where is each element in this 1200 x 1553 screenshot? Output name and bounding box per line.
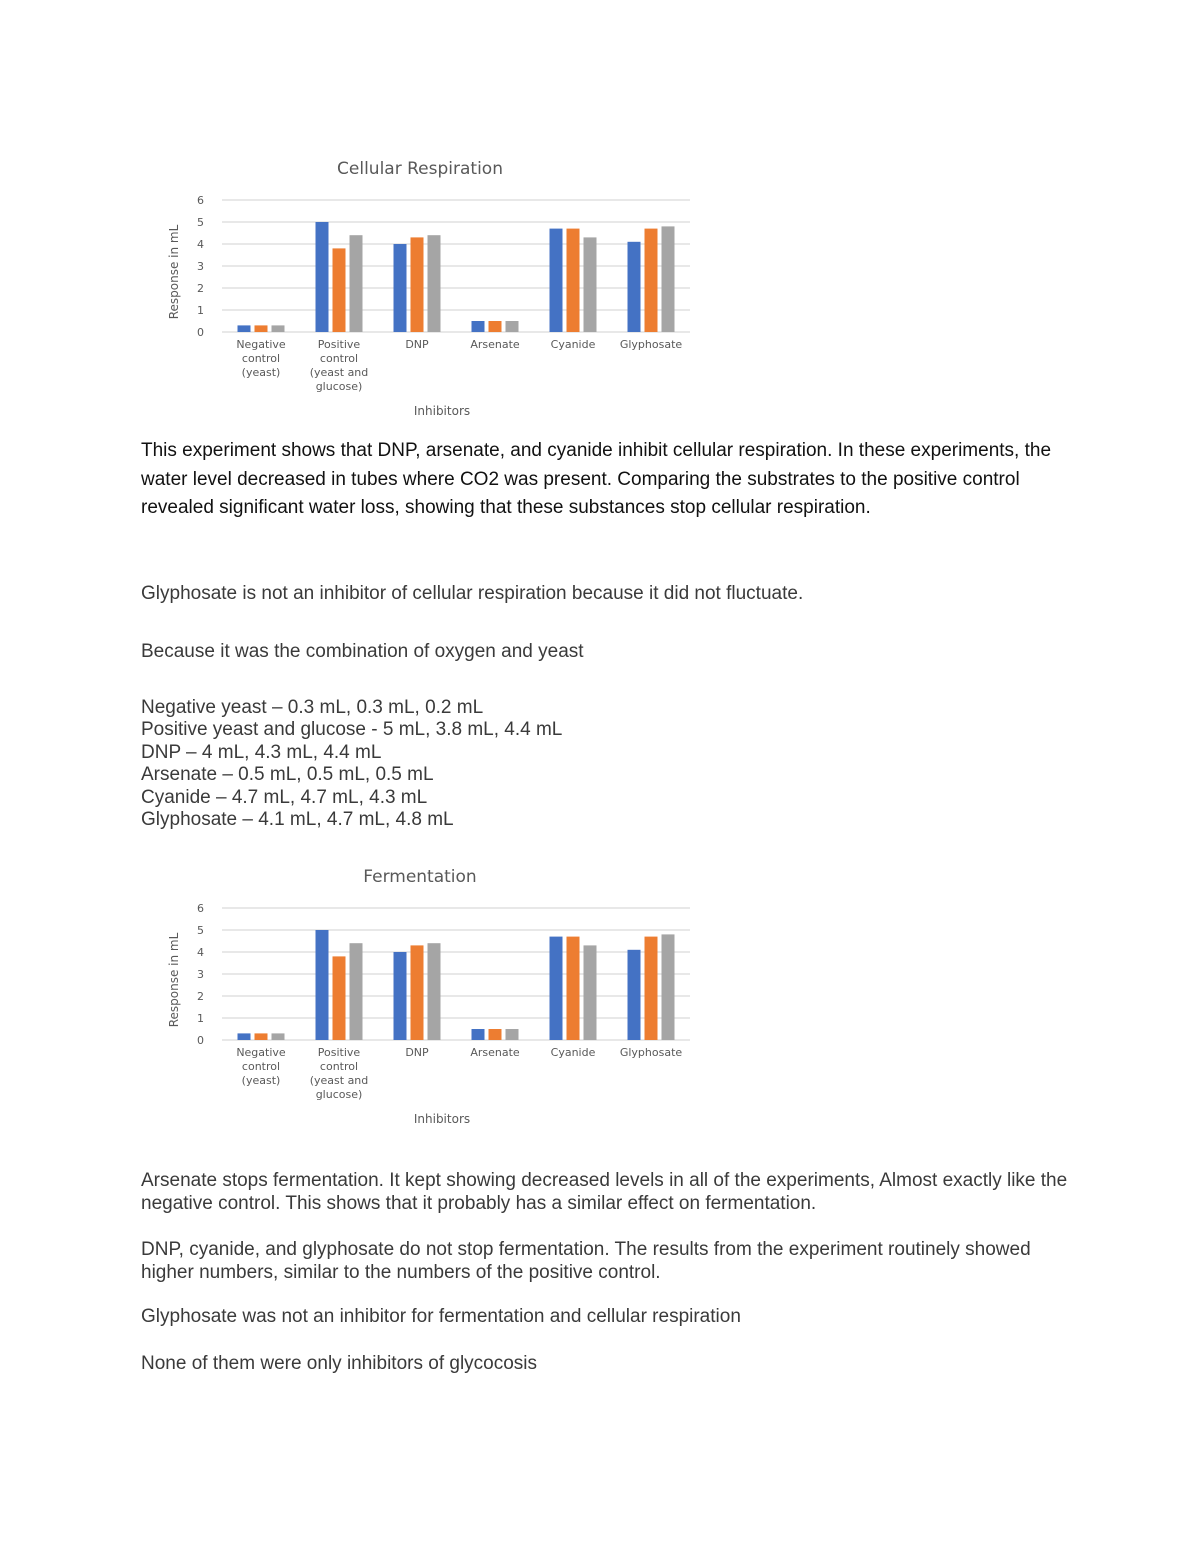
bar-3 <box>428 235 441 332</box>
bar-2 <box>645 937 658 1040</box>
y-tick-label: 0 <box>197 1034 204 1047</box>
bar-2 <box>255 1033 268 1040</box>
bar-2 <box>411 945 424 1040</box>
y-tick-label: 0 <box>197 326 204 339</box>
bar-2 <box>489 1029 502 1040</box>
bar-2 <box>255 325 268 332</box>
bar-2 <box>333 248 346 332</box>
x-tick-label: DNP <box>405 338 429 351</box>
bar-1 <box>238 325 251 332</box>
x-tick-label: Cyanide <box>550 1046 596 1059</box>
bar-2 <box>645 229 658 332</box>
y-tick-label: 5 <box>197 924 204 937</box>
y-tick-label: 4 <box>197 238 204 251</box>
bar-1 <box>550 229 563 332</box>
bar-3 <box>662 226 675 332</box>
paragraph-respiration-summary: This experiment shows that DNP, arsenate, and cyanide inhibit cellular respiration. In these experiments, the water level decreased in tubes where CO2 was present. Comparing the substrates to the positive control revealed significant water loss, showing that these substances stop cellular respiration. <box>141 440 1052 519</box>
y-axis-label: Response in mL <box>167 932 181 1028</box>
paragraph-glyphosate-both: Glyphosate was not an inhibitor for fermentation and cellular respiration <box>141 1306 741 1327</box>
y-tick-label: 3 <box>197 968 204 981</box>
bar-3 <box>662 934 675 1040</box>
paragraph-glycolysis: None of them were only inhibitors of glycocosis <box>141 1353 538 1374</box>
x-tick-label: DNP <box>405 1046 429 1059</box>
bar-3 <box>350 235 363 332</box>
bar-1 <box>238 1033 251 1040</box>
x-tick-label: control <box>319 352 359 365</box>
bar-1 <box>316 222 329 332</box>
chart-title: Fermentation <box>363 867 477 887</box>
bar-3 <box>584 237 597 332</box>
data-line-arsenate: Arsenate – 0.5 mL, 0.5 mL, 0.5 mL <box>141 764 434 786</box>
x-tick-label: Cyanide <box>550 338 596 351</box>
x-tick-label: Arsenate <box>470 338 520 351</box>
paragraph-arsenate-fermentation: Arsenate stops fermentation. It kept showing decreased levels in all of the experiments, Almost exactly like the negative control. This shows that it probably has a similar effect on fermentation. <box>141 1170 1068 1214</box>
y-tick-label: 2 <box>197 282 204 295</box>
bar-3 <box>506 321 519 332</box>
x-tick-label: Arsenate <box>470 1046 520 1059</box>
paragraph-dnp-fermentation: DNP, cyanide, and glyphosate do not stop fermentation. The results from the experiment routinely showed higher numbers, similar to the numbers of the positive control. <box>141 1239 1031 1283</box>
x-axis-label: Inhibitors <box>413 404 471 418</box>
x-tick-label: glucose) <box>315 1088 363 1101</box>
paragraph-glyphosate-respiration: Glyphosate is not an inhibitor of cellular respiration because it did not fluctuate. <box>141 583 804 604</box>
bar-1 <box>550 937 563 1040</box>
bar-3 <box>272 1033 285 1040</box>
bar-3 <box>584 945 597 1040</box>
paragraph-oxygen-yeast: Because it was the combination of oxygen and yeast <box>141 641 584 662</box>
y-tick-label: 6 <box>197 194 204 207</box>
bar-1 <box>628 950 641 1040</box>
bar-3 <box>350 943 363 1040</box>
cellular-respiration-chart <box>150 150 710 430</box>
bar-2 <box>567 229 580 332</box>
x-tick-label: Glyphosate <box>619 1046 683 1059</box>
x-tick-label: glucose) <box>315 380 363 393</box>
data-line-positive: Positive yeast and glucose - 5 mL, 3.8 mL, 4.4 mL <box>141 719 563 741</box>
data-values-list <box>141 697 1041 831</box>
x-tick-label: Positive <box>317 1046 361 1059</box>
x-tick-label: Glyphosate <box>619 338 683 351</box>
bar-1 <box>394 244 407 332</box>
bar-2 <box>411 237 424 332</box>
data-line-glyphosate: Glyphosate – 4.1 mL, 4.7 mL, 4.8 mL <box>141 809 454 831</box>
y-tick-label: 3 <box>197 260 204 273</box>
x-tick-label: (yeast) <box>241 366 281 379</box>
x-tick-label: control <box>319 1060 359 1073</box>
y-tick-label: 2 <box>197 990 204 1003</box>
x-tick-label: Positive <box>317 338 361 351</box>
fermentation-chart-svg <box>150 858 710 1138</box>
bar-2 <box>489 321 502 332</box>
bar-1 <box>472 1029 485 1040</box>
bar-1 <box>472 321 485 332</box>
y-tick-label: 4 <box>197 946 204 959</box>
x-tick-label: (yeast) <box>241 1074 281 1087</box>
chart-title: Cellular Respiration <box>337 159 503 179</box>
data-line-dnp: DNP – 4 mL, 4.3 mL, 4.4 mL <box>141 741 382 763</box>
y-tick-label: 1 <box>197 304 204 317</box>
x-tick-label: (yeast and <box>309 366 369 379</box>
data-line-cyanide: Cyanide – 4.7 mL, 4.7 mL, 4.3 mL <box>141 786 428 808</box>
x-tick-label: control <box>241 352 281 365</box>
x-tick-label: (yeast and <box>309 1074 369 1087</box>
bar-3 <box>272 325 285 332</box>
bar-2 <box>333 956 346 1040</box>
y-tick-label: 5 <box>197 216 204 229</box>
y-tick-label: 6 <box>197 902 204 915</box>
bar-1 <box>628 242 641 332</box>
bar-1 <box>394 952 407 1040</box>
cellular-respiration-chart-svg <box>150 150 710 430</box>
x-tick-label: Negative <box>236 1046 286 1059</box>
x-tick-label: Negative <box>236 338 286 351</box>
bar-3 <box>506 1029 519 1040</box>
x-axis-label: Inhibitors <box>413 1112 471 1126</box>
bar-2 <box>567 937 580 1040</box>
x-tick-label: control <box>241 1060 281 1073</box>
bar-1 <box>316 930 329 1040</box>
fermentation-chart <box>150 858 710 1138</box>
y-tick-label: 1 <box>197 1012 204 1025</box>
y-axis-label: Response in mL <box>167 224 181 320</box>
bar-3 <box>428 943 441 1040</box>
data-line-negative: Negative yeast – 0.3 mL, 0.3 mL, 0.2 mL <box>141 697 484 718</box>
